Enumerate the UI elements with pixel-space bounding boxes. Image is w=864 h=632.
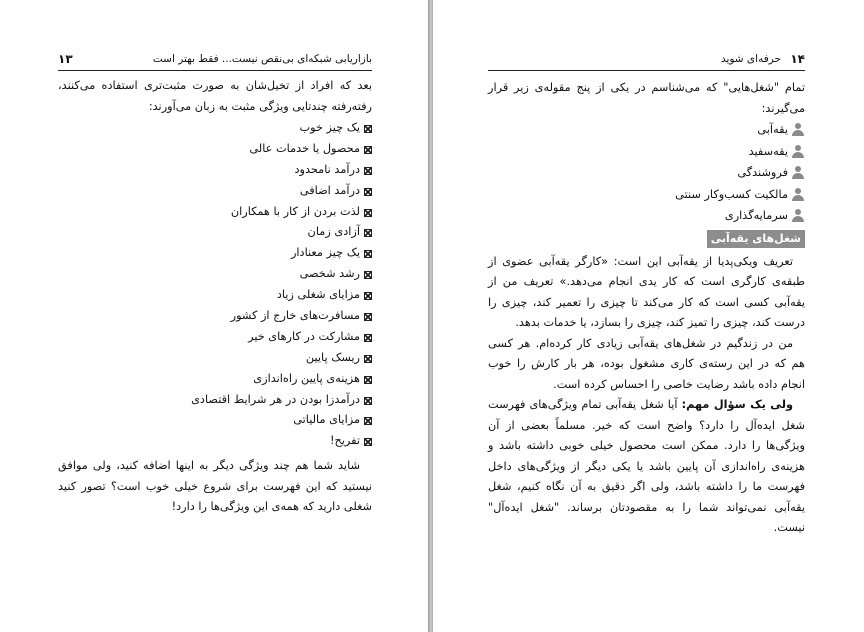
category-label: یقه‌سفید xyxy=(748,144,788,158)
list-item xyxy=(488,141,805,163)
list-item: درآمد نامحدود xyxy=(58,160,372,181)
paragraph: تعریف ویکی‌پدیا از یقه‌آبی این است: «کارگر یقه‌آبی عضوی از طبقه‌ی کارگری است که کار یدی انجام می‌دهد.» تعریف من از یقه‌آبی کسی است که کار می‌کند تا چیزی را تعمیر کند، چیزی را درست کند، چیزی را تمیز کند، چیزی را بسازد، یا خدمات بدهد. xyxy=(488,254,805,329)
list-item xyxy=(488,162,805,184)
category-label: سرمایه‌گذاری xyxy=(724,209,788,222)
ideal-job-features-list xyxy=(58,118,372,452)
list-item: محصول یا خدمات عالی xyxy=(58,139,372,160)
paragraph: من در زندگیم در شغل‌های یقه‌آبی زیادی کار کرده‌ام. هر کسی هم که در این رسته‌ی کاری مشغول بوده، هر بار کارش را خوب انجام داده باشد رضایت خاصی را احساس کرده است. xyxy=(488,336,805,391)
intro-paragraph: تمام "شغل‌هایی" که می‌شناسم در یکی از پنج مقوله‌ی زیر قرار می‌گیرند: xyxy=(488,81,805,115)
running-title: حرفه‌ای شوید xyxy=(720,53,781,65)
intro-paragraph: بعد که افراد از تخیل‌شان به صورت مثبت‌تری استفاده می‌کنند، رفته‌رفته چندتایی ویژگی مثبت به زبان می‌آورند: xyxy=(58,79,372,113)
person-icon xyxy=(791,123,805,137)
list-item: مزایای مالیاتی xyxy=(58,410,372,431)
category-label: یقه‌آبی xyxy=(757,123,788,136)
left-page-header xyxy=(58,50,372,71)
right-page xyxy=(433,0,864,632)
list-item: درآمدزا بودن در هر شرایط اقتصادی xyxy=(58,390,372,411)
right-page-body xyxy=(488,78,805,539)
category-label: مالکیت کسب‌وکار سنتی xyxy=(675,187,788,201)
person-icon xyxy=(791,166,805,180)
person-icon xyxy=(791,209,805,223)
section-heading: شغل‌های یقه‌آبی xyxy=(707,230,805,248)
list-item xyxy=(488,119,805,141)
list-item xyxy=(488,184,805,206)
running-title: بازاریابی شبکه‌ای بی‌نقص نیست... فقط بهتر است xyxy=(152,53,372,65)
page-number: ۱۴ xyxy=(790,52,805,66)
list-item: مسافرت‌های خارج از کشور xyxy=(58,306,372,327)
list-item: یک چیز معنادار xyxy=(58,243,372,264)
paragraph xyxy=(488,395,805,539)
list-item xyxy=(488,205,805,227)
person-icon xyxy=(791,188,805,202)
left-page-body xyxy=(58,76,372,518)
list-item: مزایای شغلی زیاد xyxy=(58,285,372,306)
list-item: آزادی زمان xyxy=(58,222,372,243)
job-categories-list xyxy=(488,119,805,227)
list-item: درآمد اضافی xyxy=(58,181,372,202)
list-item: لذت بردن از کار با همکاران xyxy=(58,202,372,223)
closing-paragraph: شاید شما هم چند ویژگی دیگر به اینها اضافه کنید، ولی موافق نیستید که این فهرست برای شروع خیلی خوب است؟ تصور کنید شغلی دارید که همه‌ی این ویژگی‌ها را دارد! xyxy=(58,459,372,514)
list-item: رشد شخصی xyxy=(58,264,372,285)
left-page xyxy=(0,0,429,632)
person-icon xyxy=(791,145,805,159)
bold-lead: ولی یک سؤال مهم: xyxy=(681,398,793,411)
list-item: مشارکت در کارهای خیر xyxy=(58,327,372,348)
list-item: ریسک پایین xyxy=(58,348,372,369)
list-item: تفریح! xyxy=(58,431,372,452)
list-item: یک چیز خوب xyxy=(58,118,372,139)
category-label: فروشندگی xyxy=(737,166,788,179)
page-number: ۱۳ xyxy=(58,52,73,66)
right-page-header xyxy=(488,50,805,71)
list-item: هزینه‌ی پایین راه‌اندازی xyxy=(58,369,372,390)
paragraph-text: آیا شغل یقه‌آبی تمام ویژگی‌های فهرست شغل ایده‌آل را دارد؟ واضح است که خیر. مسلماً بعضی از آن ویژگی‌ها را دارد. ممکن است محصول خیلی خوبی داشته باشد و هزینه‌ی راه‌اندازی آن پایین باشد یا یکی دیگر از ویژگی‌های داخل فهرست ما را داشته باشد، ولی اگر دقیق به آن نگاه کنیم، شغل یقه‌آبی نمی‌تواند شما را به مقصودتان برساند. "شغل ایده‌آل" نیست. xyxy=(488,398,805,534)
